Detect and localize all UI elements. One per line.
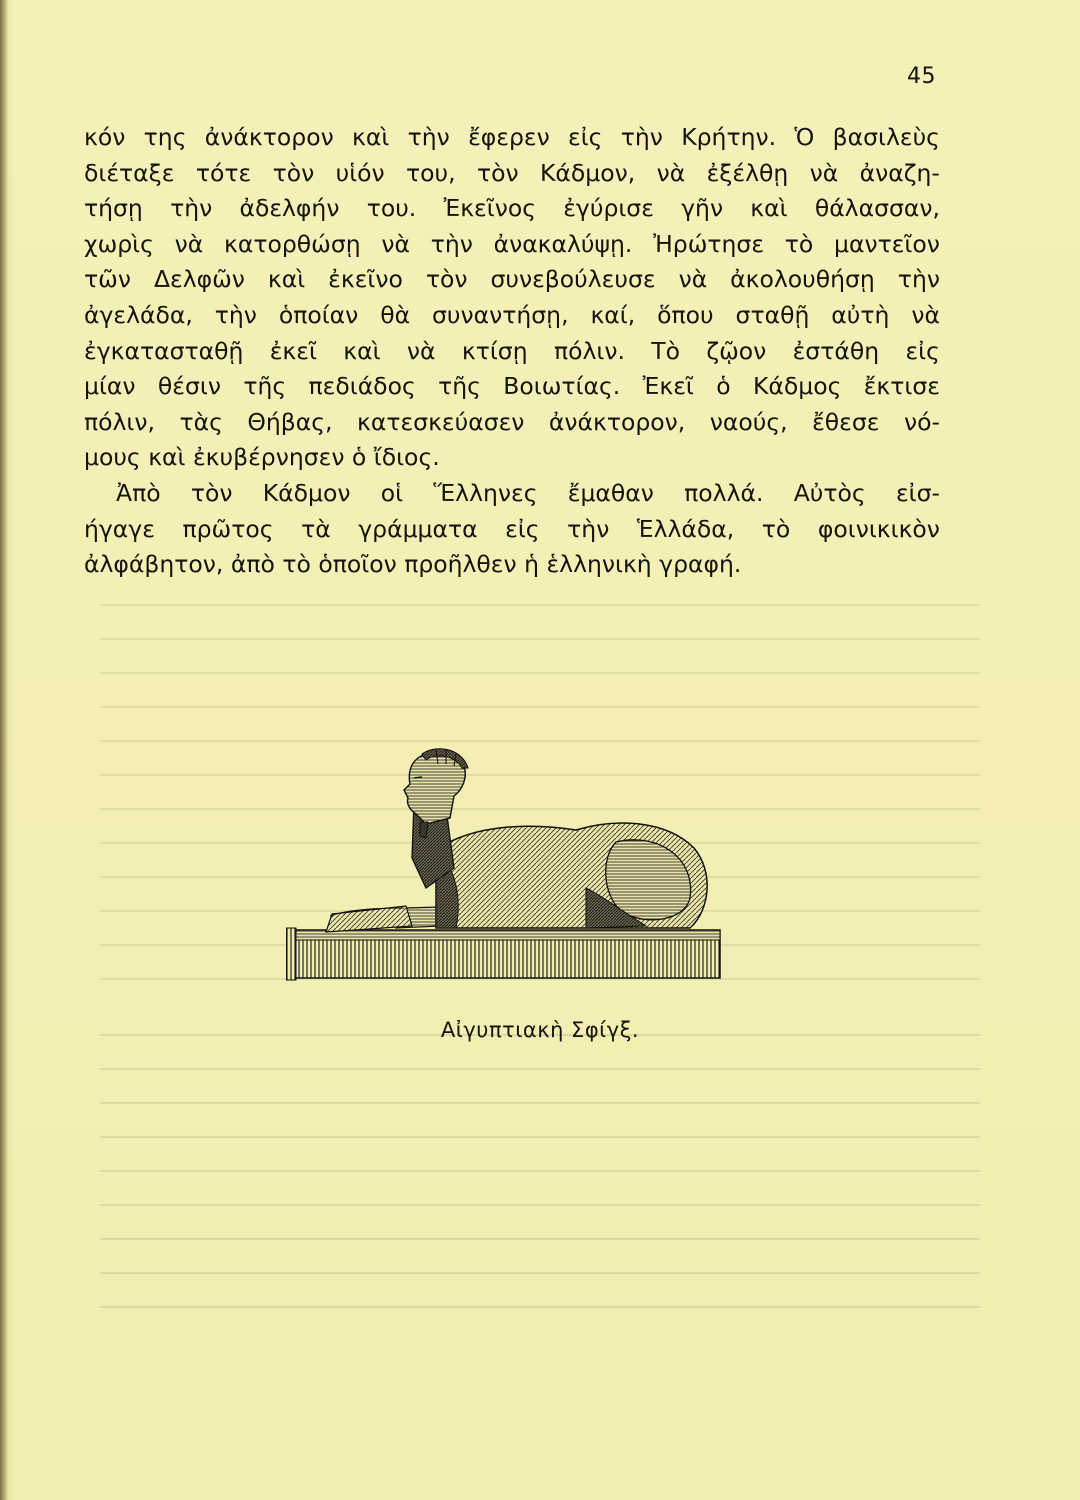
text-line: ἀλφάβητον, ἀπὸ τὸ ὁποῖον προῆλθεν ἡ ἑλληνικὴ γραφή. — [84, 550, 742, 579]
text-line: κόν της ἀνάκτορον καὶ τὴν ἔφερεν εἰς τὴν Κρήτην. Ὁ βασιλεὺς — [84, 123, 940, 151]
binding-shadow — [0, 0, 8, 1500]
figure-caption: Αἰγυπτιακὴ Σφίγξ. — [440, 1018, 640, 1042]
bleed-through-text-lower — [100, 1010, 980, 1340]
paragraph-2 — [84, 476, 940, 583]
text-line: διέταξε τότε τὸν υἱόν του, τὸν Κάδμον, νὰ ἐξέλθῃ νὰ ἀναζη- — [84, 158, 940, 187]
text-line: ήγαγε πρῶτος τὰ γράμματα εἰς τὴν Ἑλλάδα, τὸ φοινικικὸν — [84, 514, 940, 543]
text-line: τήσῃ τὴν ἀδελφήν του. Ἐκεῖνος ἐγύρισε γῆν καὶ θάλασσαν, — [84, 194, 940, 223]
text-line: χωρὶς νὰ κατορθώσῃ νὰ τὴν ἀνακαλύψῃ. Ἠρώτησε τὸ μαντεῖον — [84, 229, 940, 258]
text-line: τῶν Δελφῶν καὶ ἐκεῖνο τὸν συνεβούλευσε νὰ ἀκολουθήσῃ τὴν — [84, 265, 940, 294]
text-line: ἀγελάδα, τὴν ὁποίαν θὰ συναντήσῃ, καί, ὅπου σταθῇ αὐτὴ νὰ — [84, 300, 940, 329]
sphinx-engraving-icon — [286, 738, 726, 988]
text-line: μους καὶ ἐκυβέρνησεν ὁ ἴδιος. — [84, 443, 440, 472]
paragraph-1 — [84, 120, 940, 476]
text-line: πόλιν, τὰς Θήβας, κατεσκεύασεν ἀνάκτορον, ναούς, ἔθεσε νό- — [84, 407, 940, 436]
page-number: 45 — [907, 64, 936, 89]
text-line: μίαν θέσιν τῆς πεδιάδος τῆς Βοιωτίας. Ἐκεῖ ὁ Κάδμος ἔκτισε — [84, 372, 940, 401]
text-line: ἐγκατασταθῇ ἐκεῖ καὶ νὰ κτίσῃ πόλιν. Τὸ ζῷον ἐστάθη εἰς — [84, 336, 940, 365]
body-text — [84, 120, 940, 583]
text-line: Ἀπὸ τὸν Κάδμον οἱ Ἕλληνες ἔμαθαν πολλά. Αὐτὸς εἰσ- — [116, 478, 940, 507]
